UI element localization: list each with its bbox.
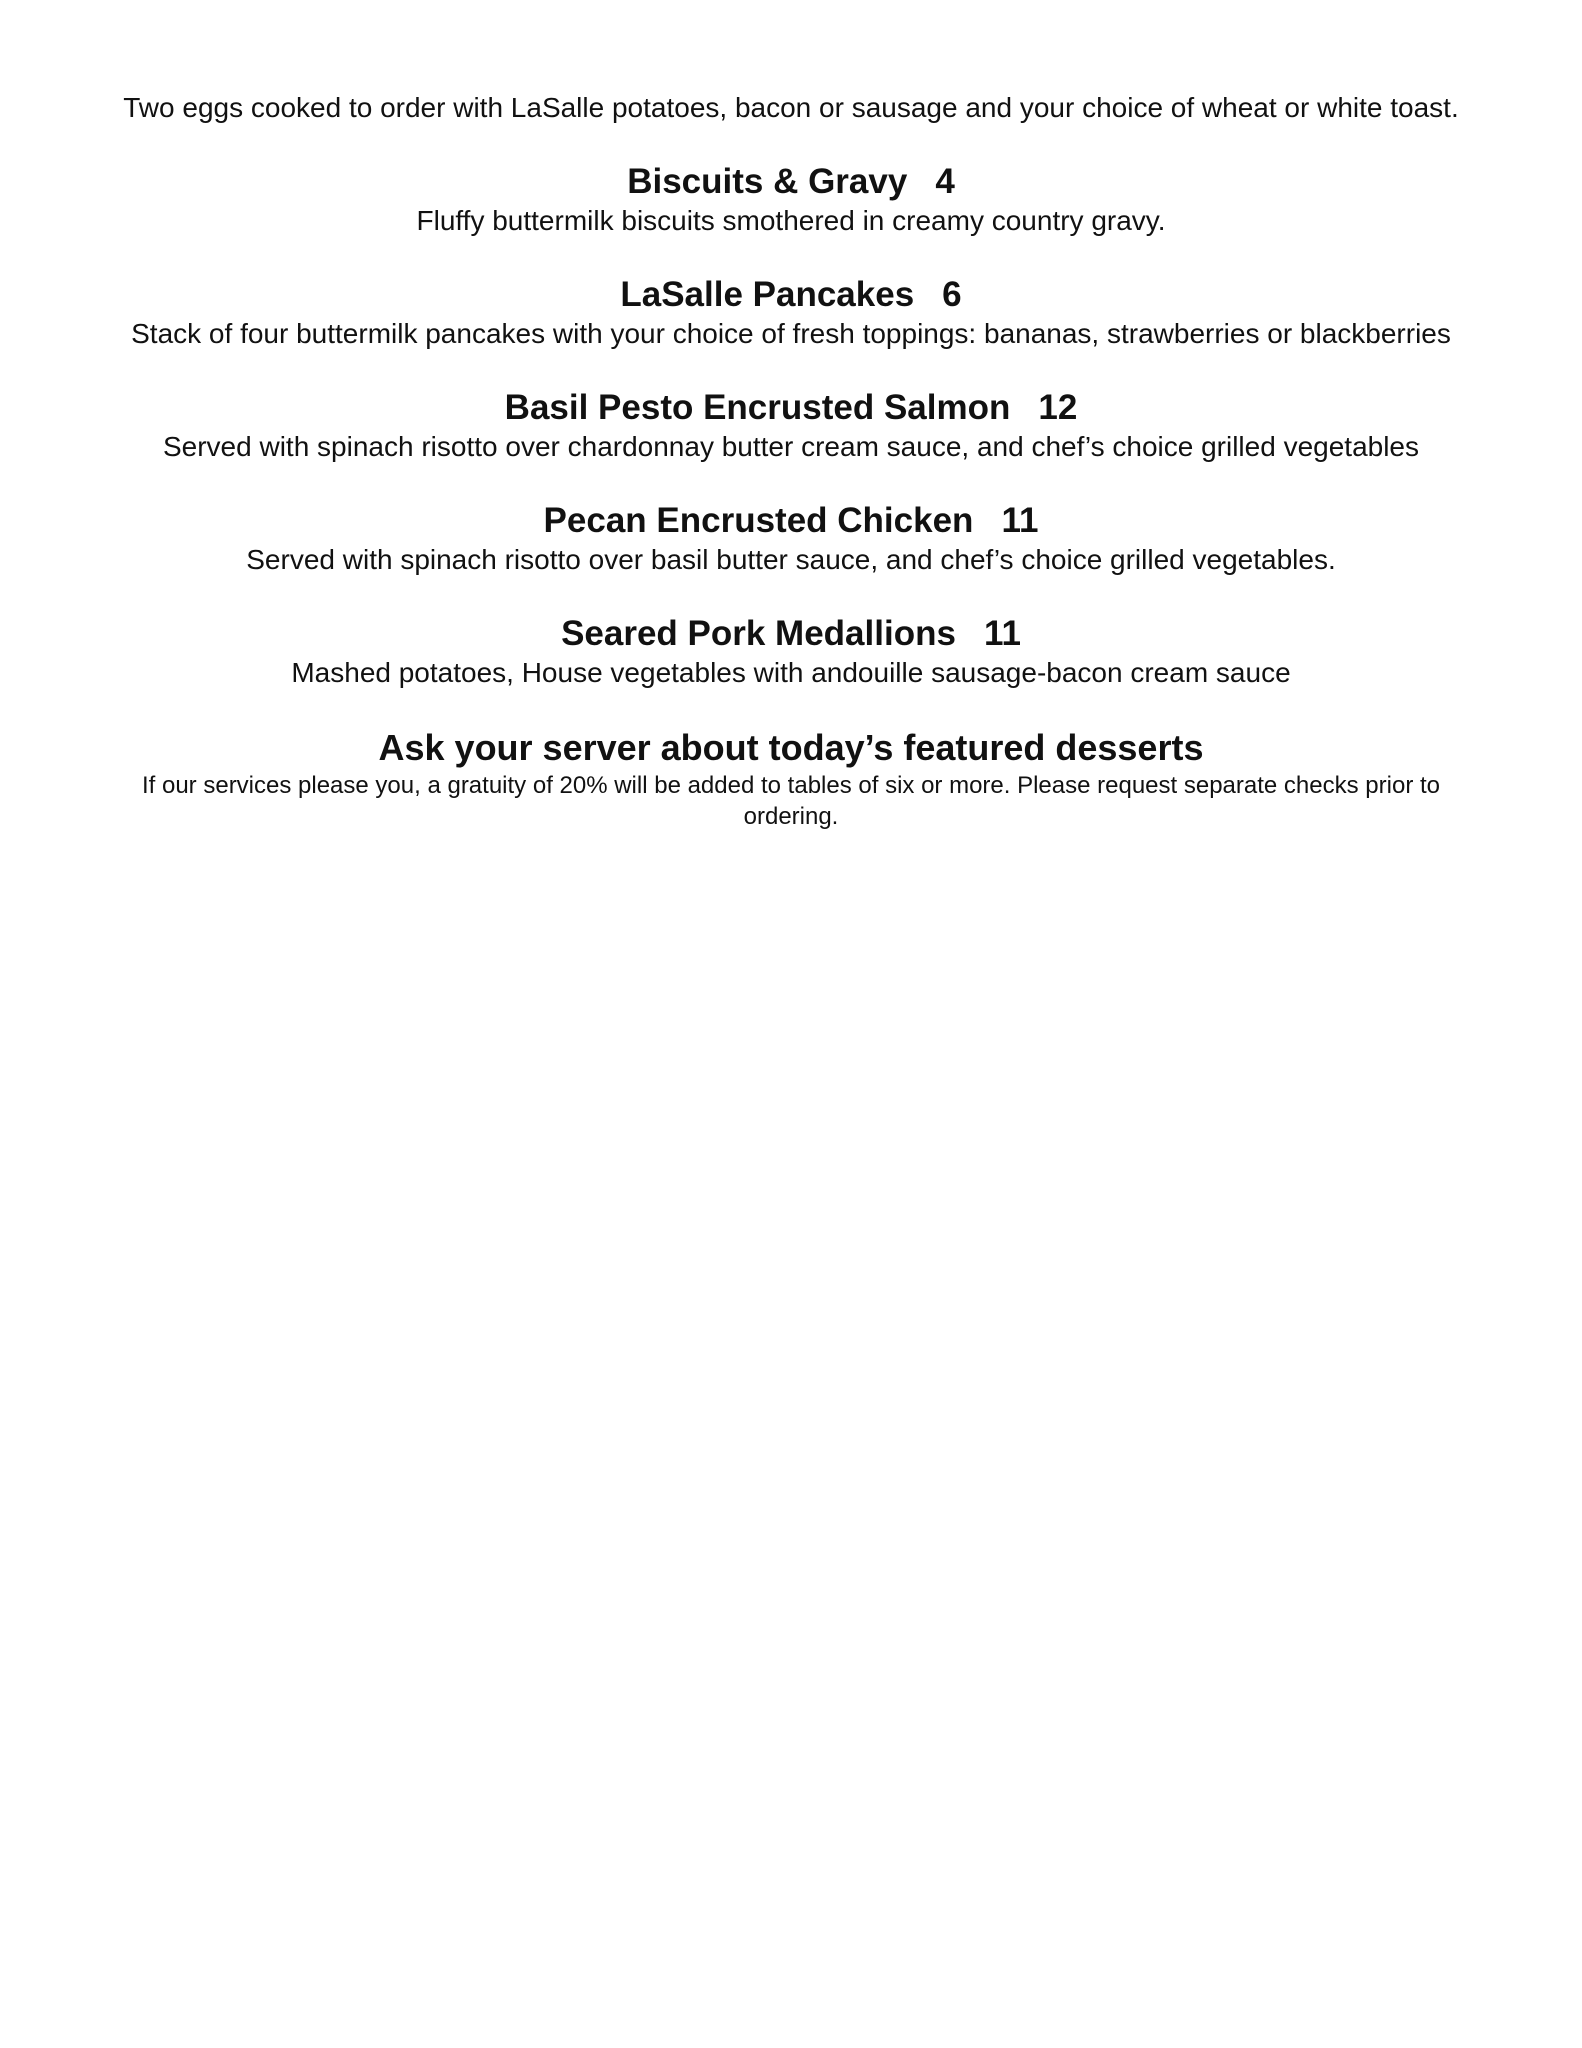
menu-item-price: 11	[983, 614, 1021, 653]
dessert-notice-title: Ask your server about today’s featured desserts	[378, 727, 1204, 768]
menu-item-description: Served with spinach risotto over basil butter sauce, and chef’s choice grilled vegetables.	[246, 544, 1336, 575]
menu-item-price: 4	[935, 162, 955, 201]
menu-item-pork-medallions	[96, 613, 1486, 690]
menu-item-description: Fluffy buttermilk biscuits smothered in creamy country gravy.	[416, 205, 1166, 236]
menu-item-name: Biscuits & Gravy	[627, 162, 908, 201]
menu-item-price: 11	[1001, 501, 1039, 540]
intro-description: Two eggs cooked to order with LaSalle potatoes, bacon or sausage and your choice of wheat or white toast.	[123, 92, 1459, 123]
menu-item-title	[96, 387, 1486, 429]
menu-item-title	[96, 500, 1486, 542]
gratuity-note: If our services please you, a gratuity of 20% will be added to tables of six or more. Please request separate checks prior to ordering.	[141, 772, 1440, 830]
menu-item-pecan-chicken	[96, 500, 1486, 577]
menu-item-name: LaSalle Pancakes	[620, 275, 915, 314]
menu-item-description: Mashed potatoes, House vegetables with andouille sausage-bacon cream sauce	[291, 657, 1291, 688]
menu-item-title	[96, 161, 1486, 203]
menu-item-lasalle-pancakes	[96, 274, 1486, 351]
menu-item-description: Served with spinach risotto over chardonnay butter cream sauce, and chef’s choice grilled vegetables	[162, 431, 1420, 462]
menu-item-title	[96, 613, 1486, 655]
menu-item-name: Pecan Encrusted Chicken	[543, 501, 974, 540]
menu-item-name: Seared Pork Medallions	[561, 614, 956, 653]
menu-item-biscuits-gravy	[96, 161, 1486, 238]
menu-footer	[96, 726, 1486, 832]
menu-item-price: 6	[942, 275, 962, 314]
menu-item-name: Basil Pesto Encrusted Salmon	[504, 388, 1011, 427]
menu-item-title	[96, 274, 1486, 316]
menu-item-basil-pesto-salmon	[96, 387, 1486, 464]
menu-item-description: Stack of four buttermilk pancakes with your choice of fresh toppings: bananas, strawberries or blackberries	[131, 318, 1451, 349]
menu-item-price: 12	[1038, 388, 1078, 427]
